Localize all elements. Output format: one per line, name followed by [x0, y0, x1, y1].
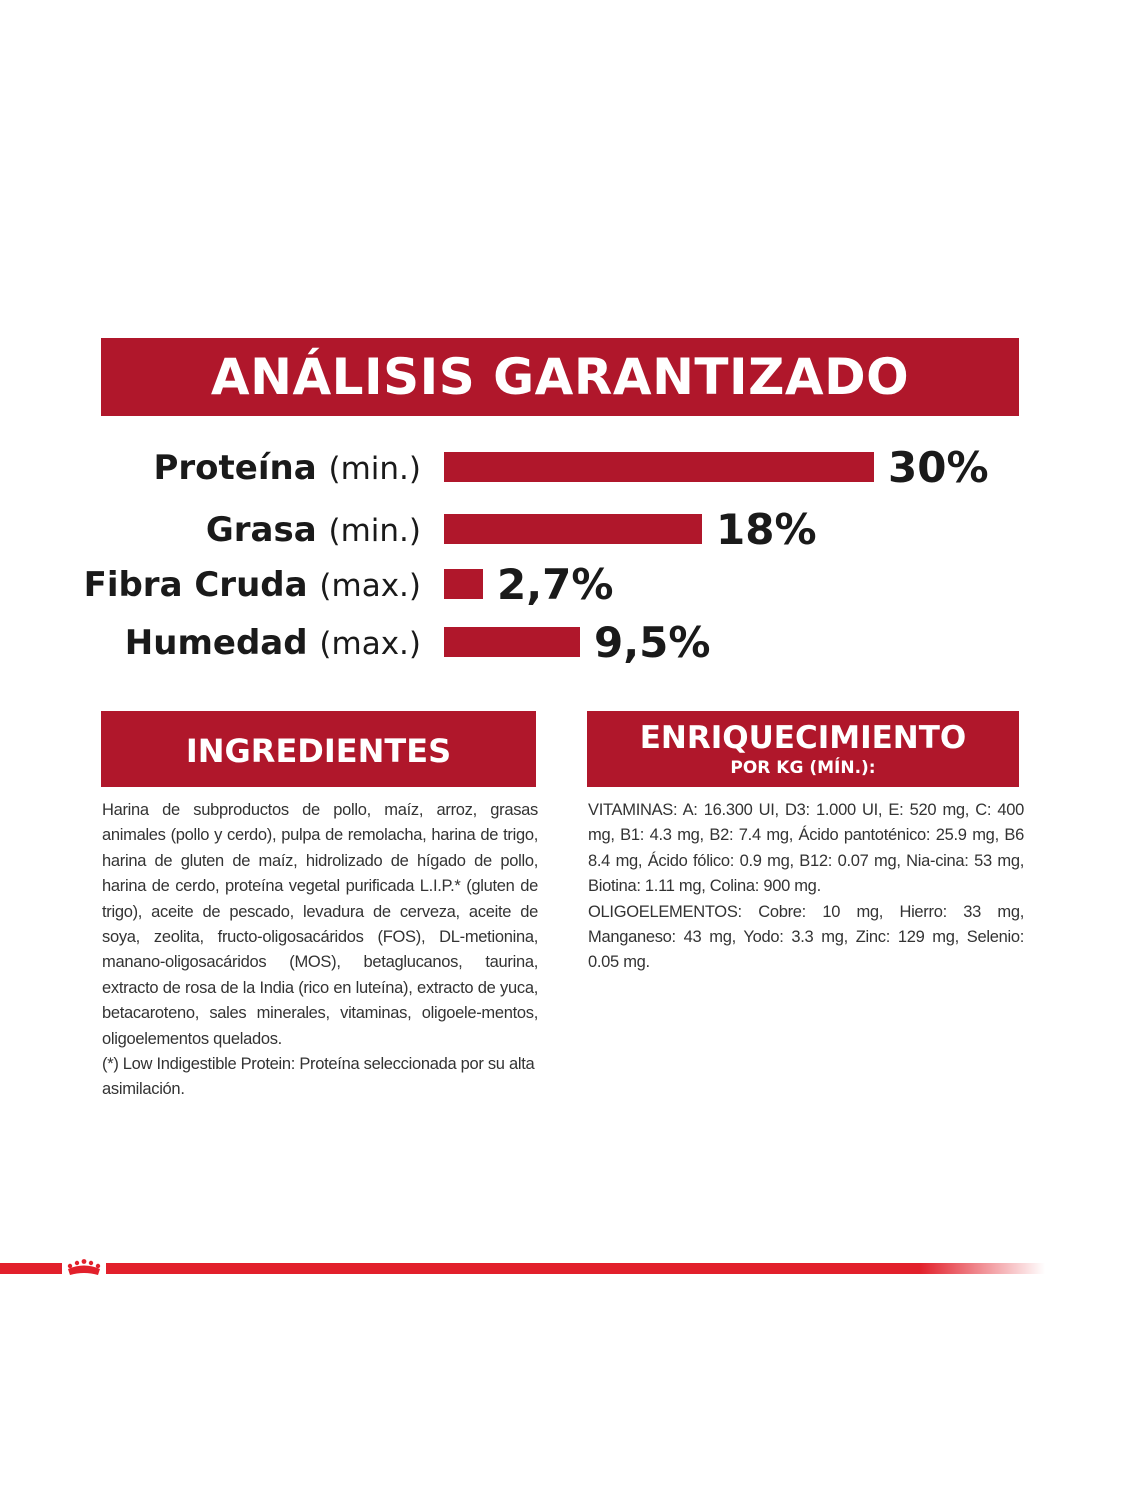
analysis-bar [444, 452, 874, 482]
ingredients-title-banner [101, 711, 536, 787]
vitamins-text: VITAMINAS: A: 16.300 UI, D3: 1.000 UI, E: 520 mg, C: 400 mg, B1: 4.3 mg, B2: 7.4 mg, Ácido pantoténico: 25.9 mg, B6 8.4 mg, Ácido fólico: 0.9 mg, B12: 0.07 mg, Nia-cina: 53 mg, Biotina: 1.11 mg, Colina: 900 mg. [588, 801, 1024, 896]
crown-icon [62, 1256, 106, 1280]
nutrient-name: Fibra Cruda [83, 565, 320, 605]
footer-line [0, 1263, 1045, 1274]
analysis-row [0, 502, 1125, 558]
analysis-title: ANÁLISIS GARANTIZADO [210, 348, 910, 406]
analysis-title-banner [101, 338, 1019, 416]
analysis-row-label [84, 557, 421, 613]
analysis-bar [444, 569, 483, 599]
enrichment-subtitle: POR KG (MÍN.): [730, 758, 876, 778]
analysis-row [0, 557, 1125, 613]
nutrient-qualifier: (min.) [328, 513, 421, 549]
nutrient-name: Proteína [153, 448, 329, 488]
enrichment-title-banner [587, 711, 1019, 787]
trace-elements-text: OLIGOELEMENTOS: Cobre: 10 mg, Hierro: 33 mg, Manganeso: 43 mg, Yodo: 3.3 mg, Zinc: 129 mg, Selenio: 0.05 mg. [588, 902, 1024, 972]
analysis-bar [444, 514, 702, 544]
analysis-bar-chart [0, 440, 1125, 680]
analysis-row-label [206, 502, 421, 558]
nutrient-name: Grasa [205, 510, 329, 550]
enrichment-title: ENRIQUECIMIENTO [639, 720, 967, 756]
analysis-value-label: 18% [716, 505, 817, 554]
nutrient-name: Humedad [124, 623, 320, 663]
ingredients-title: INGREDIENTES [185, 732, 452, 770]
analysis-row-label [125, 615, 421, 671]
analysis-value-label: 2,7% [497, 560, 614, 609]
ingredients-list: Harina de subproductos de pollo, maíz, arroz, grasas animales (pollo y cerdo), pulpa de remolacha, harina de trigo, harina de gluten de maíz, hidrolizado de hígado de pollo, harina de cerdo, proteína vegetal purificada L.I.P.* (gluten de trigo), aceite de pescado, levadura de cerveza, aceite de soya, zeolita, fructo-oligosacáridos (FOS), DL-metionina, manano-oligosacáridos (MOS), betaglucanos, taurina, extracto de rosa de la India (rico en luteína), extracto de yuca, betacaroteno, sales minerales, vitaminas, oligoele-mentos, oligoelementos quelados. [102, 801, 538, 1048]
ingredients-footnote: (*) Low Indigestible Protein: Proteína seleccionada por su alta asimilación. [102, 1055, 535, 1099]
nutrient-qualifier: (min.) [328, 451, 421, 487]
nutrient-qualifier: (max.) [319, 626, 421, 662]
analysis-value-label: 30% [888, 443, 989, 492]
analysis-value-label: 9,5% [594, 618, 711, 667]
analysis-bar [444, 627, 580, 657]
analysis-row [0, 440, 1125, 496]
ingredients-text-block [102, 798, 538, 1103]
nutrient-qualifier: (max.) [319, 568, 421, 604]
analysis-row [0, 615, 1125, 671]
enrichment-text-block [588, 798, 1024, 976]
analysis-row-label [153, 440, 421, 496]
